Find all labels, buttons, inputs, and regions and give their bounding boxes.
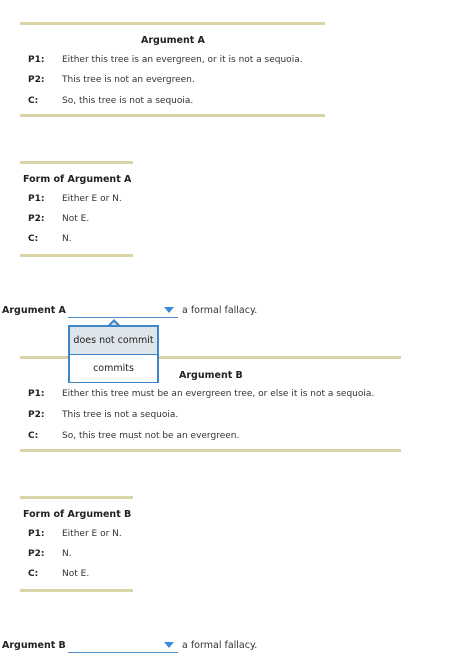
- option-does-not-commit[interactable]: does not commit: [70, 327, 157, 355]
- argument-b-title: Argument B: [179, 370, 243, 381]
- argument-a-select[interactable]: [68, 302, 178, 318]
- argument-b-select[interactable]: [68, 637, 178, 653]
- form-b-c-text: Not E.: [62, 569, 90, 579]
- form-a-top-rule: [20, 161, 133, 164]
- option-commits[interactable]: commits: [70, 355, 157, 382]
- argument-a-bottom-rule: [20, 114, 325, 117]
- form-b-c-label: C:: [28, 569, 39, 579]
- argument-a-suffix: a formal fallacy.: [182, 305, 258, 316]
- form-b-bottom-rule: [20, 589, 133, 592]
- form-b-p2-label: P2:: [28, 549, 45, 559]
- argument-b-p1-label: P1:: [28, 389, 45, 399]
- argument-b-bottom-rule: [20, 449, 401, 452]
- form-a-bottom-rule: [20, 254, 133, 257]
- argument-b-p2-text: This tree is not a sequoia.: [62, 410, 179, 420]
- form-a-p2-label: P2:: [28, 214, 45, 224]
- argument-b-c-text: So, this tree must not be an evergreen.: [62, 431, 240, 441]
- argument-b-suffix: a formal fallacy.: [182, 640, 258, 651]
- argument-a-p1-text: Either this tree is an evergreen, or it is not a sequoia.: [62, 55, 303, 65]
- argument-b-c-label: C:: [28, 431, 39, 441]
- argument-b-p2-label: P2:: [28, 410, 45, 420]
- form-a-c-text: N.: [62, 234, 72, 244]
- argument-a-c-text: So, this tree is not a sequoia.: [62, 96, 194, 106]
- form-a-title: Form of Argument A: [23, 174, 132, 185]
- chevron-down-icon[interactable]: [164, 307, 174, 313]
- form-a-p1-label: P1:: [28, 194, 45, 204]
- chevron-down-icon[interactable]: [164, 642, 174, 648]
- argument-a-p2-text: This tree is not an evergreen.: [62, 75, 195, 85]
- form-a-p2-text: Not E.: [62, 214, 90, 224]
- form-b-title: Form of Argument B: [23, 509, 132, 520]
- argument-a-select-underline: [68, 317, 178, 318]
- argument-a-select-label: Argument A: [2, 305, 66, 316]
- argument-b-select-underline: [68, 652, 178, 653]
- argument-a-p2-label: P2:: [28, 75, 45, 85]
- argument-b-select-label: Argument B: [2, 640, 66, 651]
- argument-b-p1-text: Either this tree must be an evergreen tree, or else it is not a sequoia.: [62, 389, 375, 399]
- form-b-p2-text: N.: [62, 549, 72, 559]
- form-a-c-label: C:: [28, 234, 39, 244]
- argument-a-p1-label: P1:: [28, 55, 45, 65]
- form-a-p1-text: Either E or N.: [62, 194, 122, 204]
- argument-a-dropdown-menu: [68, 325, 159, 383]
- form-b-top-rule: [20, 496, 133, 499]
- form-b-p1-text: Either E or N.: [62, 529, 122, 539]
- form-b-p1-label: P1:: [28, 529, 45, 539]
- argument-a-title: Argument A: [141, 35, 205, 46]
- argument-a-c-label: C:: [28, 96, 39, 106]
- argument-a-top-rule: [20, 22, 325, 25]
